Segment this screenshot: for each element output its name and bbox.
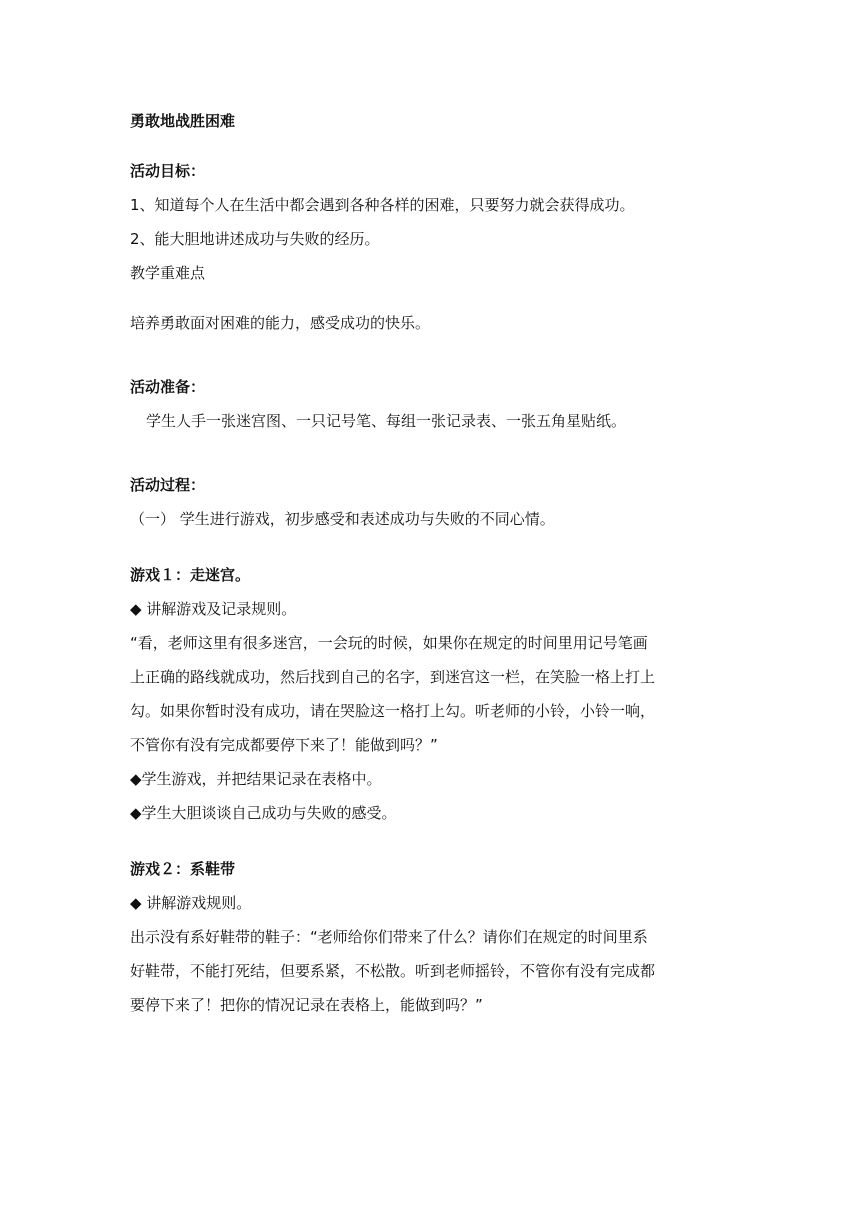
key-points-heading: 教学重难点	[130, 264, 206, 282]
key-points-text: 培养勇敢面对困难的能力，感受成功的快乐。	[130, 314, 431, 332]
game1-quote-line: 上正确的路线就成功，然后找到自己的名字，到迷宫这一栏，在笑脸一格上打上	[130, 668, 656, 686]
game2-quote-line: 出示没有系好鞋带的鞋子：“老师给你们带来了什么？请你们在规定的时间里系	[130, 928, 648, 946]
game1-quote-line: “看，老师这里有很多迷宫，一会玩的时候，如果你在规定的时间里用记号笔画	[130, 634, 648, 652]
game2-quote-line: 要停下来了！把你的情况记录在表格上，能做到吗？”	[130, 996, 483, 1014]
game2-bullet-rules: ◆ 讲解游戏规则。	[130, 894, 252, 912]
document-title: 勇敢地战胜困难	[130, 112, 236, 130]
game1-quote-line: 勾。如果你暂时没有成功，请在哭脸这一格打上勾。听老师的小铃，小铃一响，	[130, 702, 656, 720]
document-page	[130, 104, 735, 1022]
game1-bullet-talk: ◆学生大胆谈谈自己成功与失败的感受。	[130, 804, 397, 822]
goals-heading: 活动目标：	[130, 162, 206, 180]
game1-heading: 游戏１：走迷宫。	[130, 566, 251, 584]
preparation-text: 学生人手一张迷宫图、一只记号笔、每组一张记录表、一张五角星贴纸。	[146, 412, 627, 430]
process-heading: 活动过程：	[130, 476, 206, 494]
preparation-heading: 活动准备：	[130, 378, 206, 396]
game1-quote-line: 不管你有没有完成都要停下来了！能做到吗？”	[130, 736, 438, 754]
game1-bullet-play: ◆学生游戏，并把结果记录在表格中。	[130, 770, 382, 788]
game2-heading: 游戏２：系鞋带	[130, 860, 236, 878]
goal-item-2: 2、能大胆地讲述成功与失败的经历。	[130, 230, 380, 248]
goal-item-1: 1、知道每个人在生活中都会遇到各种各样的困难，只要努力就会获得成功。	[130, 196, 635, 214]
game1-bullet-rules: ◆ 讲解游戏及记录规则。	[130, 600, 297, 618]
game2-quote-line: 好鞋带，不能打死结，但要系紧，不松散。听到老师摇铃，不管你有没有完成都	[130, 962, 656, 980]
process-step-1: （一） 学生进行游戏，初步感受和表述成功与失败的不同心情。	[130, 510, 555, 528]
